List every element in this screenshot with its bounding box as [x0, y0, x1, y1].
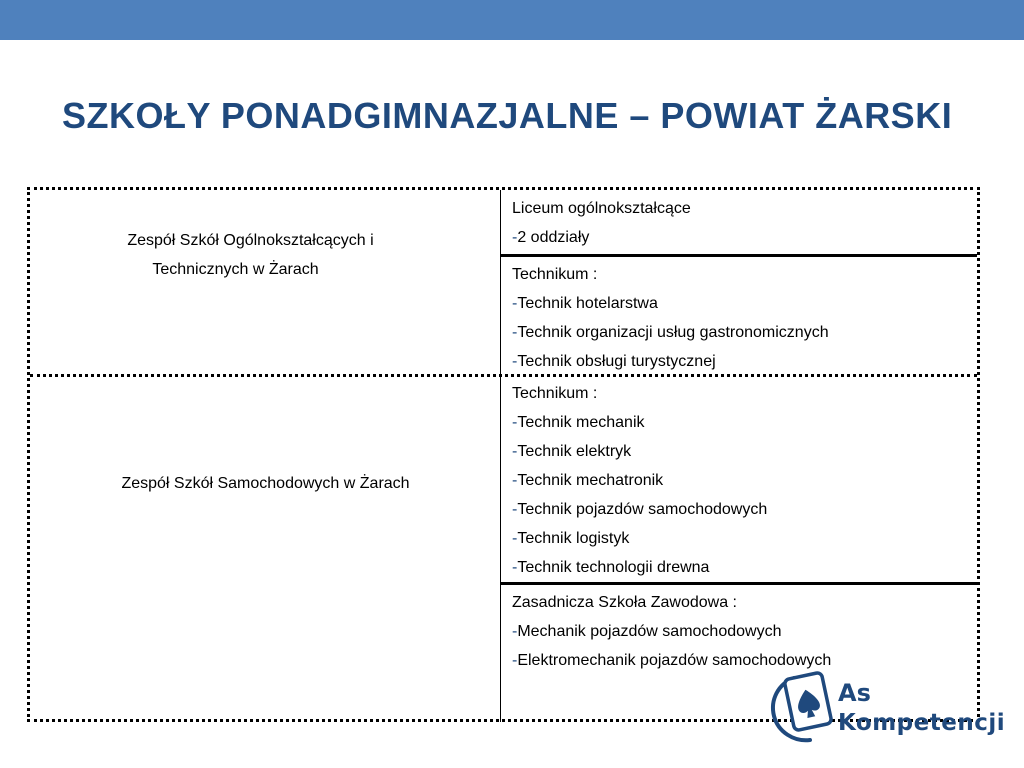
program-heading: Zasadnicza Szkoła Zawodowa :	[512, 594, 737, 611]
program-item: -Mechanik pojazdów samochodowych	[512, 623, 782, 640]
program-heading: Technikum :	[512, 385, 598, 402]
dash-marker: -	[512, 353, 518, 370]
program-item: -Technik organizacji usług gastronomicznych	[512, 324, 829, 341]
dash-marker: -	[512, 623, 518, 640]
program-item: -Technik mechatronik	[512, 472, 664, 489]
school-name: Zespół Szkół Samochodowych w Żarach	[121, 475, 410, 492]
dash-marker: -	[512, 229, 518, 246]
program-item: -Technik mechanik	[512, 414, 645, 431]
dash-marker: -	[512, 295, 518, 312]
dash-marker: -	[512, 559, 518, 576]
program-cell	[501, 379, 977, 581]
dash-marker: -	[512, 324, 518, 341]
program-item: -Technik pojazdów samochodowych	[512, 501, 768, 518]
dash-marker: -	[512, 530, 518, 547]
slide-title: SZKOŁY PONADGIMNAZJALNE – POWIAT ŻARSKI	[62, 95, 953, 136]
dash-marker: -	[512, 652, 518, 669]
program-item: -2 oddziały	[512, 229, 590, 246]
program-heading: Liceum ogólnokształcące	[512, 200, 691, 217]
program-item: -Technik obsługi turystycznej	[512, 353, 716, 370]
logo-text	[838, 678, 1005, 738]
card-spade-icon	[773, 672, 832, 740]
dash-marker: -	[512, 501, 518, 518]
program-item: -Technik technologii drewna	[512, 559, 710, 576]
program-item: -Technik logistyk	[512, 530, 630, 547]
school-name-line: Technicznych w Żarach	[152, 261, 319, 278]
school-name	[30, 226, 501, 284]
school-cell	[30, 190, 501, 374]
logo-line: As	[838, 679, 871, 707]
program-item: -Technik elektryk	[512, 443, 632, 460]
program-cell	[501, 254, 977, 372]
school-name-line: Zespół Szkół Ogólnokształcących i	[127, 232, 374, 249]
schools-table	[27, 187, 980, 722]
program-item: -Elektromechanik pojazdów samochodowych	[512, 652, 832, 669]
top-banner	[0, 0, 1024, 40]
dash-marker: -	[512, 414, 518, 431]
program-cell	[501, 194, 977, 254]
dash-marker: -	[512, 472, 518, 489]
dash-marker: -	[512, 443, 518, 460]
program-heading: Technikum :	[512, 266, 598, 283]
program-item: -Technik hotelarstwa	[512, 295, 658, 312]
table-row	[30, 190, 977, 374]
school-cell	[30, 377, 501, 722]
logo-line: Kompetencji	[838, 710, 1006, 736]
